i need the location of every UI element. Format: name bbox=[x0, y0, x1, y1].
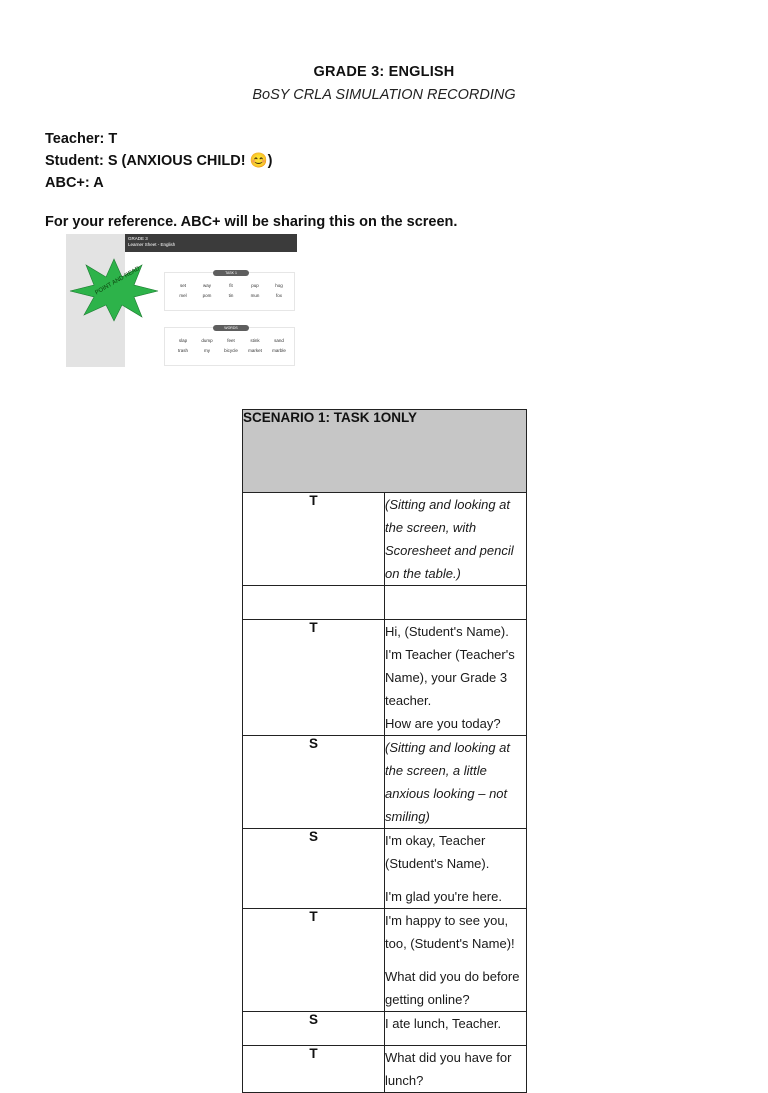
word: pup bbox=[251, 283, 259, 288]
star-shape bbox=[70, 259, 158, 321]
words-row-1 bbox=[171, 338, 291, 343]
line-text: I'm okay, Teacher (Student's Name). bbox=[385, 833, 490, 871]
task1-row-1 bbox=[171, 283, 291, 288]
speaker-cell: T bbox=[243, 909, 385, 1012]
line-cell bbox=[385, 620, 527, 736]
word: dump bbox=[201, 338, 213, 343]
word: my bbox=[204, 348, 210, 353]
line-text: (Sitting and looking at the screen, with Scoresheet and pencil on the table.) bbox=[385, 497, 514, 581]
table-row bbox=[243, 829, 527, 909]
role-abc: ABC+: A bbox=[45, 175, 104, 191]
line-cell bbox=[385, 493, 527, 586]
table-row bbox=[243, 493, 527, 586]
word: mel bbox=[179, 293, 187, 298]
line-cell bbox=[385, 1046, 527, 1093]
roles-legend bbox=[45, 128, 272, 194]
word: stink bbox=[250, 338, 260, 343]
star-label: POINT AND READ bbox=[94, 265, 142, 297]
table-row bbox=[243, 909, 527, 1012]
line-cell bbox=[385, 736, 527, 829]
word: fox bbox=[275, 293, 282, 298]
sheet-header-subtitle: Learner Sheet - English bbox=[128, 241, 176, 247]
word: feet bbox=[227, 338, 235, 343]
sheet-header bbox=[125, 234, 297, 252]
word: hog bbox=[275, 283, 283, 288]
speaker-cell: T bbox=[243, 1046, 385, 1093]
reference-note: For your reference. ABC+ will be sharing this on the screen. bbox=[45, 214, 458, 230]
speaker-cell: S bbox=[243, 1012, 385, 1046]
line-text: Hi, (Student's Name). bbox=[385, 624, 509, 639]
word: bicycle bbox=[224, 348, 238, 353]
line-text: I'm glad you're here. bbox=[385, 889, 502, 904]
line-cell bbox=[385, 909, 527, 1012]
line-text: What did you have for lunch? bbox=[385, 1050, 512, 1088]
scenario-heading: SCENARIO 1: TASK 1ONLY bbox=[243, 410, 527, 493]
line-cell bbox=[385, 586, 527, 620]
page-subtitle: BoSY CRLA SIMULATION RECORDING bbox=[252, 87, 516, 103]
word: trash bbox=[177, 348, 188, 353]
line-cell bbox=[385, 1012, 527, 1046]
task1-tag: TASK 1 bbox=[213, 270, 249, 276]
table-row bbox=[243, 736, 527, 829]
line-text: I'm Teacher (Teacher's Name), your Grade 3 teacher. bbox=[385, 647, 515, 708]
learner-sheet-preview bbox=[66, 234, 297, 367]
task1-panel bbox=[164, 272, 295, 311]
word: marble bbox=[272, 348, 286, 353]
point-and-read-star-icon bbox=[68, 257, 160, 323]
word: mun bbox=[250, 293, 260, 298]
role-teacher: Teacher: T bbox=[45, 131, 118, 147]
line-text: I ate lunch, Teacher. bbox=[385, 1016, 502, 1031]
speaker-cell: S bbox=[243, 736, 385, 829]
table-row bbox=[243, 620, 527, 736]
word: way bbox=[202, 283, 211, 288]
speaker-cell: T bbox=[243, 620, 385, 736]
table-heading-row bbox=[243, 410, 527, 493]
words-tag: WORDS bbox=[213, 325, 249, 331]
table-row bbox=[243, 586, 527, 620]
line-text: I'm happy to see you, too, (Student's Name)! bbox=[385, 913, 515, 951]
role-student: Student: S (ANXIOUS CHILD! 😊) bbox=[45, 153, 273, 169]
line-text: How are you today? bbox=[385, 716, 501, 731]
sheet-header-grade: GRADE 3 bbox=[128, 236, 148, 241]
line-text: (Sitting and looking at the screen, a little anxious looking – not smiling) bbox=[385, 740, 511, 824]
words-row-2 bbox=[171, 348, 291, 353]
word: sand bbox=[274, 338, 284, 343]
word: pom bbox=[202, 293, 212, 298]
speaker-cell: T bbox=[243, 493, 385, 586]
page-title: GRADE 3: ENGLISH bbox=[313, 64, 455, 80]
speaker-cell bbox=[243, 586, 385, 620]
script-table bbox=[242, 409, 527, 1093]
table-row bbox=[243, 1012, 527, 1046]
words-panel bbox=[164, 327, 295, 366]
word: tin bbox=[228, 293, 234, 298]
task1-row-2 bbox=[171, 293, 291, 298]
word: fit bbox=[229, 283, 233, 288]
table-row bbox=[243, 1046, 527, 1093]
word: market bbox=[248, 348, 262, 353]
word: slap bbox=[178, 338, 188, 343]
speaker-cell: S bbox=[243, 829, 385, 909]
line-cell bbox=[385, 829, 527, 909]
word: set bbox=[179, 283, 186, 288]
line-text: What did you do before getting online? bbox=[385, 969, 520, 1007]
